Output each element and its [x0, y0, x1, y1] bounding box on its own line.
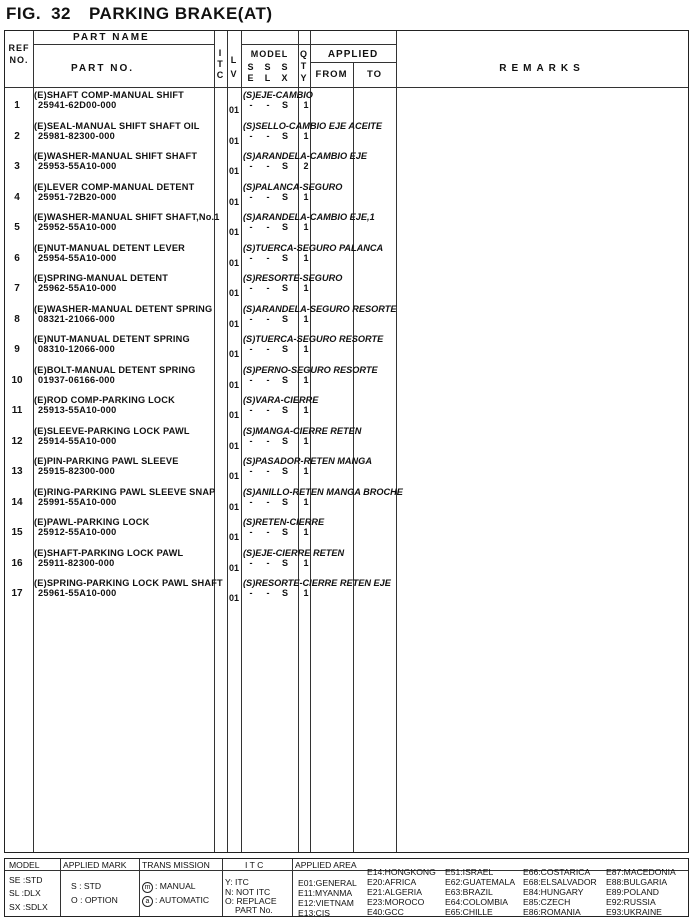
- level: 01: [229, 562, 240, 573]
- model-sl-mark: -: [266, 527, 270, 537]
- spanish-name: (S)TUERCA-SEGURO RESORTE: [243, 334, 384, 344]
- table-row: [5, 89, 688, 120]
- model-sl-mark: -: [266, 588, 270, 598]
- part-name: (E)NUT-MANUAL DETENT SPRING: [34, 334, 190, 344]
- area-code: E40:GCC: [367, 907, 404, 917]
- area-code: E63:BRAZIL: [445, 887, 493, 897]
- ref-number: 4: [14, 191, 20, 203]
- part-number: 25952-55A10-000: [38, 222, 117, 232]
- part-number: 25954-55A10-000: [38, 252, 117, 263]
- spanish-name: (S)EJE-CIERRE RETEN: [243, 547, 345, 558]
- part-number: 25915-82300-000: [38, 466, 116, 476]
- model-sx-header: S X: [281, 62, 289, 83]
- part-name: (E)LEVER COMP-MANUAL DETENT: [34, 181, 195, 192]
- spanish-name: (S)RESORTE-CIERRE RETEN EJE: [243, 578, 391, 588]
- ref-number: 17: [11, 588, 23, 599]
- level: 01: [229, 532, 240, 542]
- model-sx-mark: S: [281, 252, 288, 263]
- area-code: E93:UKRAINE: [606, 907, 662, 917]
- area-code: E92:RUSSIA: [606, 897, 656, 907]
- model-se-mark: -: [249, 588, 253, 598]
- model-sx-mark: S: [281, 313, 288, 324]
- area-code: E23:MOROCO: [367, 897, 425, 907]
- area-code: E62:GUATEMALA: [445, 877, 516, 887]
- area-code: E84:HUNGARY: [523, 887, 584, 897]
- spanish-name: (S)ARANDELA-CAMBIO EJE: [243, 151, 368, 161]
- model-sl-mark: -: [266, 100, 270, 110]
- legend-trans-title: TRANS MISSION: [142, 860, 210, 870]
- table-row: [5, 120, 688, 151]
- spanish-name: (S)ANILLO-RETEN MANGA BROCHE: [243, 486, 403, 497]
- legend-model-se: SE :STD: [9, 875, 43, 885]
- part-number: 25991-55A10-000: [38, 496, 117, 507]
- table-row: [5, 394, 688, 425]
- model-header: MODEL: [250, 49, 289, 59]
- level: 01: [229, 440, 240, 451]
- level: 01: [229, 471, 240, 481]
- parts-table: [4, 30, 689, 853]
- table-row: [5, 547, 688, 578]
- model-sx-mark: S: [281, 405, 288, 415]
- part-number: 25941-62D00-000: [38, 100, 117, 110]
- part-number: 01937-06166-000: [38, 374, 116, 385]
- ref-number: 15: [11, 527, 23, 538]
- quantity: 1: [303, 588, 309, 598]
- spanish-name: (S)ARANDELA-CAMBIO EJE,1: [243, 212, 375, 222]
- area-code: E65:CHILLE: [445, 907, 493, 917]
- model-se-mark: -: [249, 405, 253, 415]
- itc-header: I T C: [216, 48, 225, 80]
- model-sl-mark: -: [266, 252, 270, 263]
- spanish-name: (S)PASADOR-RETEN MANGA: [243, 456, 372, 466]
- spanish-name: (S)PERNO-SEGURO RESORTE: [243, 364, 378, 375]
- part-number: 08310-12066-000: [38, 344, 116, 354]
- level: 01: [229, 196, 240, 207]
- ref-header: REF: [8, 43, 30, 53]
- part-name: (E)WASHER-MANUAL DETENT SPRING: [34, 303, 213, 314]
- legend-mark-std: S : STD: [71, 881, 102, 891]
- ref-number: 6: [14, 252, 20, 264]
- figure-title: [6, 4, 273, 24]
- legend-itc-n: N: NOT ITC: [225, 887, 271, 897]
- table-row: [5, 303, 688, 334]
- table-row: [5, 364, 688, 395]
- spanish-name: (S)SELLO-CAMBIO EJE ACEITE: [243, 120, 383, 131]
- quantity: 2: [303, 161, 309, 171]
- model-se-mark: -: [249, 283, 253, 293]
- model-se-header: S E: [247, 62, 255, 83]
- quantity: 1: [303, 252, 309, 263]
- part-name-header: PART NAME: [73, 32, 150, 43]
- area-code: E12:VIETNAM: [298, 898, 354, 908]
- model-sx-mark: S: [281, 435, 288, 446]
- quantity: 1: [303, 496, 309, 507]
- part-name: (E)SEAL-MANUAL SHIFT SHAFT OIL: [34, 120, 200, 131]
- ref-number: 16: [11, 557, 23, 569]
- ref-number: 2: [14, 130, 20, 142]
- legend-trans-manual: m : MANUAL: [142, 881, 196, 893]
- area-code: E14:HONGKONG: [367, 867, 436, 877]
- model-sx-mark: S: [281, 527, 288, 537]
- legend-model-title: MODEL: [9, 860, 40, 870]
- lv-header: L V: [230, 55, 238, 79]
- model-sl-mark: -: [266, 435, 270, 446]
- model-sx-mark: S: [281, 588, 288, 598]
- model-sl-mark: -: [266, 222, 270, 232]
- part-number: 25911-82300-000: [38, 557, 115, 568]
- area-code: E88:BULGARIA: [606, 877, 668, 887]
- part-no-header: PART NO.: [71, 63, 135, 74]
- model-sx-mark: S: [281, 191, 288, 202]
- part-number: 25953-55A10-000: [38, 161, 117, 171]
- fig-title: PARKING BRAKE(AT): [88, 4, 273, 23]
- level: 01: [229, 257, 240, 268]
- table-row: [5, 455, 688, 486]
- manual-mark-icon: m: [142, 882, 153, 893]
- ref-number: 7: [14, 283, 20, 294]
- table-row: [5, 486, 688, 517]
- model-sx-mark: S: [281, 130, 288, 141]
- part-number: 25981-82300-000: [38, 130, 116, 141]
- ref-number: 14: [11, 496, 23, 508]
- spanish-name: (S)ARANDELA-SEGURO RESORTE: [243, 303, 397, 314]
- level: 01: [229, 318, 240, 329]
- table-row: [5, 425, 688, 456]
- model-sx-mark: S: [281, 100, 288, 110]
- area-code: E64:COLOMBIA: [445, 897, 509, 907]
- spanish-name: (S)RESORTE-SEGURO: [243, 273, 343, 283]
- model-se-mark: -: [249, 161, 253, 171]
- part-name: (E)SPRING-PARKING LOCK PAWL SHAFT: [34, 578, 223, 588]
- area-code: E66:COSTARICA: [523, 867, 591, 877]
- no-header: NO.: [9, 55, 29, 65]
- model-se-mark: -: [249, 435, 253, 446]
- part-name: (E)WASHER-MANUAL SHIFT SHAFT: [34, 151, 198, 161]
- model-sl-mark: -: [266, 283, 270, 293]
- ref-number: 12: [11, 435, 23, 447]
- model-sx-mark: S: [281, 496, 288, 507]
- part-name: (E)SHAFT COMP-MANUAL SHIFT: [34, 90, 184, 100]
- quantity: 1: [303, 344, 309, 354]
- remarks-header: REMARKS: [499, 63, 585, 74]
- quantity: 1: [303, 130, 309, 141]
- part-name: (E)PIN-PARKING PAWL SLEEVE: [34, 456, 179, 466]
- legend-model-sl: SL :DLX: [9, 888, 41, 898]
- level: 01: [229, 410, 240, 420]
- legend-itc-title: I T C: [245, 860, 264, 870]
- model-sx-mark: S: [281, 466, 288, 476]
- table-row: [5, 211, 688, 242]
- area-code: E20:AFRICA: [367, 877, 417, 887]
- part-number: 25961-55A10-000: [38, 588, 117, 598]
- part-name: (E)RING-PARKING PAWL SLEEVE SNAP: [34, 486, 216, 497]
- quantity: 1: [303, 374, 309, 385]
- level: 01: [229, 379, 240, 390]
- legend-mark-option: O : OPTION: [71, 895, 118, 905]
- ref-number: 10: [11, 374, 23, 386]
- from-header: FROM: [315, 69, 348, 80]
- model-se-mark: -: [249, 191, 253, 202]
- ref-number: 3: [14, 161, 20, 172]
- level: 01: [229, 166, 240, 176]
- area-code: E86:ROMANIA: [523, 907, 581, 917]
- spanish-name: (S)RETEN-CIERRE: [243, 517, 325, 527]
- area-code: E01:GENERAL: [298, 878, 357, 888]
- quantity: 1: [303, 222, 309, 232]
- quantity: 1: [303, 435, 309, 446]
- model-sx-mark: S: [281, 344, 288, 354]
- area-code: E51:ISRAEL: [445, 867, 494, 877]
- level: 01: [229, 135, 240, 146]
- part-name: (E)SLEEVE-PARKING LOCK PAWL: [34, 425, 190, 436]
- model-sl-header: S L: [264, 62, 272, 83]
- model-se-mark: -: [249, 527, 253, 537]
- quantity: 1: [303, 557, 309, 568]
- table-row: [5, 516, 688, 547]
- model-se-mark: -: [249, 466, 253, 476]
- level: 01: [229, 501, 240, 512]
- spanish-name: (S)VARA-CIERRE: [243, 395, 319, 405]
- model-se-mark: -: [249, 222, 253, 232]
- part-name: (E)NUT-MANUAL DETENT LEVER: [34, 242, 186, 253]
- quantity: 1: [303, 313, 309, 324]
- quantity: 1: [303, 191, 309, 202]
- area-code: E85:CZECH: [523, 897, 571, 907]
- model-se-mark: -: [249, 100, 253, 110]
- area-code: E11:MYANMA: [298, 888, 353, 898]
- model-sx-mark: S: [281, 222, 288, 232]
- legend-itc-o: O: REPLACE: [225, 896, 277, 906]
- level: 01: [229, 288, 240, 298]
- area-code: E21:ALGERIA: [367, 887, 422, 897]
- model-sl-mark: -: [266, 405, 270, 415]
- model-sl-mark: -: [266, 130, 270, 141]
- ref-number: 13: [11, 466, 23, 477]
- ref-number: 5: [14, 222, 20, 233]
- table-row: [5, 150, 688, 181]
- model-se-mark: -: [249, 130, 253, 141]
- model-se-mark: -: [249, 252, 253, 263]
- part-name: (E)ROD COMP-PARKING LOCK: [34, 395, 175, 405]
- model-sx-mark: S: [281, 283, 288, 293]
- model-sl-mark: -: [266, 161, 270, 171]
- model-sl-mark: -: [266, 344, 270, 354]
- model-se-mark: -: [249, 313, 253, 324]
- legend-mark-title: APPLIED MARK: [63, 860, 127, 870]
- spanish-name: (S)EJE-CAMBIO: [243, 90, 313, 100]
- part-name: (E)WASHER-MANUAL SHIFT SHAFT,No.1: [34, 212, 220, 222]
- spanish-name: (S)MANGA-CIERRE RETEN: [243, 425, 362, 436]
- table-row: [5, 577, 688, 608]
- to-header: TO: [366, 69, 383, 80]
- level: 01: [229, 105, 240, 115]
- table-row: [5, 333, 688, 364]
- model-se-mark: -: [249, 374, 253, 385]
- model-se-mark: -: [249, 344, 253, 354]
- fig-label: FIG.: [6, 4, 42, 23]
- part-number: 08321-21066-000: [38, 313, 116, 324]
- area-code: E89:POLAND: [606, 887, 660, 897]
- part-number: 25914-55A10-000: [38, 435, 117, 446]
- model-sl-mark: -: [266, 496, 270, 507]
- part-name: (E)SPRING-MANUAL DETENT: [34, 273, 169, 283]
- model-sl-mark: -: [266, 374, 270, 385]
- quantity: 1: [303, 405, 309, 415]
- quantity: 1: [303, 466, 309, 476]
- model-sl-mark: -: [266, 557, 270, 568]
- model-sx-mark: S: [281, 374, 288, 385]
- model-sl-mark: -: [266, 313, 270, 324]
- model-sl-mark: -: [266, 466, 270, 476]
- table-row: [5, 242, 688, 273]
- legend-itc-y: Y: ITC: [225, 877, 249, 887]
- ref-number: 8: [14, 313, 20, 325]
- model-se-mark: -: [249, 496, 253, 507]
- model-sx-mark: S: [281, 161, 288, 171]
- part-number: 25913-55A10-000: [38, 405, 117, 415]
- part-number: 25962-55A10-000: [38, 283, 117, 293]
- part-name: (E)BOLT-MANUAL DETENT SPRING: [34, 364, 196, 375]
- ref-number: 1: [14, 100, 20, 111]
- legend-trans-auto: a : AUTOMATIC: [142, 895, 209, 907]
- legend-model-sx: SX :SDLX: [9, 902, 48, 912]
- model-sx-mark: S: [281, 557, 288, 568]
- spanish-name: (S)PALANCA-SEGURO: [243, 181, 343, 192]
- quantity: 1: [303, 283, 309, 293]
- model-sl-mark: -: [266, 191, 270, 202]
- fig-number: 32: [51, 4, 71, 23]
- part-name: (E)PAWL-PARKING LOCK: [34, 517, 150, 527]
- spanish-name: (S)TUERCA-SEGURO PALANCA: [243, 242, 384, 253]
- level: 01: [229, 349, 240, 359]
- table-row: [5, 181, 688, 212]
- qty-header: Q T Y: [299, 49, 308, 83]
- ref-number: 9: [14, 344, 20, 355]
- part-number: 25951-72B20-000: [38, 191, 117, 202]
- table-row: [5, 272, 688, 303]
- applied-header: APPLIED: [327, 49, 379, 60]
- level: 01: [229, 593, 240, 603]
- quantity: 1: [303, 100, 309, 110]
- part-number: 25912-55A10-000: [38, 527, 117, 537]
- area-code: E87:MACEDONIA: [606, 867, 676, 877]
- ref-number: 11: [11, 405, 23, 416]
- area-code: E68:ELSALVADOR: [523, 877, 597, 887]
- legend-area-title: APPLIED AREA: [295, 860, 357, 870]
- model-se-mark: -: [249, 557, 253, 568]
- quantity: 1: [303, 527, 309, 537]
- part-name: (E)SHAFT-PARKING LOCK PAWL: [34, 547, 184, 558]
- area-code: E13:CIS: [298, 908, 331, 918]
- level: 01: [229, 227, 240, 237]
- automatic-mark-icon: a: [142, 896, 153, 907]
- legend: [4, 858, 689, 917]
- legend-itc-partno: PART No.: [235, 905, 273, 915]
